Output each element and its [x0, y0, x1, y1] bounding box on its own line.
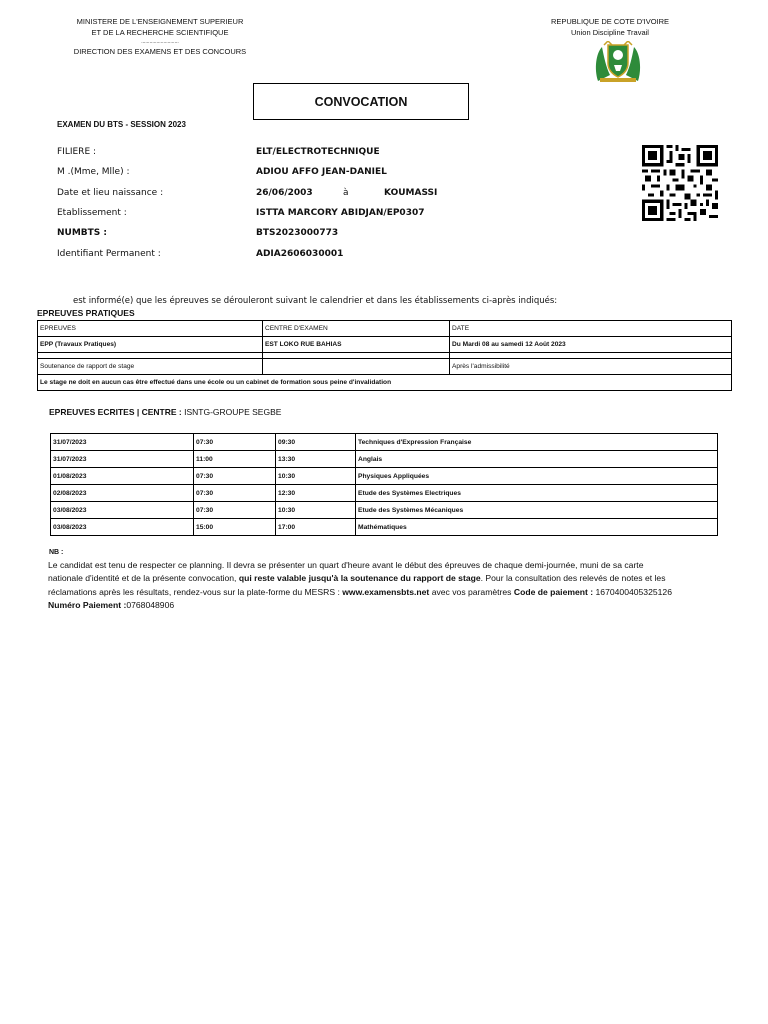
exam-date: 02/08/2023: [51, 485, 194, 502]
birth-place: KOUMASSI: [384, 188, 438, 198]
payment-code-value: 1670400405325126: [593, 586, 672, 597]
start-time: 11:00: [194, 451, 276, 468]
subject: Mathématiques: [356, 519, 718, 536]
permanent-id-label: Identifiant Permanent :: [57, 249, 161, 259]
payment-code-label: Code de paiement :: [513, 586, 594, 597]
epp-name: EPP (Travaux Pratiques): [38, 337, 263, 353]
written-label: EPREUVES ECRITES | CENTRE :: [49, 407, 182, 417]
table-header-row: [38, 321, 732, 337]
payment-number-value: 0768048906: [126, 599, 175, 610]
nb-validity: qui reste valable jusqu'à la soutenance du rapport de stage: [238, 573, 481, 584]
warning-row: [38, 375, 732, 391]
exam-date: 01/08/2023: [51, 468, 194, 485]
nb-text-part-1: Le candidat est tenu de respecter ce planning. Il devra se présenter un quart d'heure avant le début des épreuves de chaque demi-journée, muni de sa carte nationale d'identité et de la présente convocation,: [48, 560, 644, 584]
nb-text: [48, 559, 673, 612]
written-section-title: [49, 407, 281, 417]
exam-date: 03/08/2023: [51, 502, 194, 519]
name-value: ADIOU AFFO JEAN-DANIEL: [256, 167, 387, 177]
country-motto: Union Discipline Travail: [571, 28, 649, 37]
end-time: 10:30: [276, 468, 356, 485]
school-label: Etablissement :: [57, 208, 127, 218]
stage-warning: Le stage ne doit en aucun cas être effectué dans une école ou un cabinet de formation sous peine d'invalidation: [38, 375, 732, 391]
soutenance-centre: [263, 359, 450, 375]
start-time: 15:00: [194, 519, 276, 536]
table-row: [51, 434, 718, 451]
soutenance-date: Après l'admissibilité: [450, 359, 732, 375]
end-time: 10:30: [276, 502, 356, 519]
end-time: 09:30: [276, 434, 356, 451]
exam-session: EXAMEN DU BTS - SESSION 2023: [57, 120, 186, 129]
ministry-line-2: ET DE LA RECHERCHE SCIENTIFIQUE: [91, 28, 229, 37]
header-separator: ...........................: [141, 39, 179, 45]
birth-date: 26/06/2003: [256, 188, 313, 198]
practical-table: [37, 320, 732, 391]
table-row: [51, 451, 718, 468]
table-row: [51, 468, 718, 485]
school-value: ISTTA MARCORY ABIDJAN/EP0307: [256, 208, 425, 218]
intro-text: est informé(e) que les épreuves se dérouleront suivant le calendrier et dans les établissements ci-après indiqués:: [73, 296, 558, 306]
written-schedule-table: [50, 433, 718, 536]
table-row: [38, 359, 732, 375]
subject: Anglais: [356, 451, 718, 468]
start-time: 07:30: [194, 434, 276, 451]
epp-centre: EST LOKO RUE BAHIAS: [263, 337, 450, 353]
practical-section-title: EPREUVES PRATIQUES: [37, 308, 135, 318]
start-time: 07:30: [194, 485, 276, 502]
start-time: 07:30: [194, 468, 276, 485]
table-row: [38, 337, 732, 353]
header-centre: CENTRE D'EXAMEN: [263, 321, 450, 337]
header-epreuves: EPREUVES: [38, 321, 263, 337]
name-label: M .(Mme, Mlle) :: [57, 167, 130, 177]
coat-of-arms-icon: [592, 41, 644, 83]
start-time: 07:30: [194, 502, 276, 519]
soutenance-name: Soutenance de rapport de stage: [38, 359, 263, 375]
ministry-line-1: MINISTERE DE L'ENSEIGNEMENT SUPERIEUR: [76, 17, 244, 26]
country-name: REPUBLIQUE DE COTE D'IVOIRE: [550, 17, 670, 26]
subject: Physiques Appliquées: [356, 468, 718, 485]
numbts-value: BTS2023000773: [256, 228, 339, 238]
filiere-value: ELT/ELECTROTECHNIQUE: [256, 147, 380, 157]
exam-date: 31/07/2023: [51, 451, 194, 468]
table-row: [51, 519, 718, 536]
direction-line: DIRECTION DES EXAMENS ET DES CONCOURS: [73, 47, 247, 56]
table-row: [51, 502, 718, 519]
document-title: CONVOCATION: [253, 83, 469, 120]
subject: Etude des Systèmes Mécaniques: [356, 502, 718, 519]
qr-code-icon: [641, 145, 719, 221]
header-date: DATE: [450, 321, 732, 337]
subject: Techniques d'Expression Française: [356, 434, 718, 451]
written-centre: ISNTG-GROUPE SEGBE: [184, 407, 282, 417]
nb-text-part-2: . Pour la consultation des relevés de notes et les réclamations après les résultats, rendez-vous sur la plate-forme du MESRS :: [48, 573, 666, 597]
republic-header: [530, 16, 690, 38]
end-time: 13:30: [276, 451, 356, 468]
end-time: 17:00: [276, 519, 356, 536]
ministry-header: [60, 16, 260, 57]
table-row: [51, 485, 718, 502]
exam-date: 31/07/2023: [51, 434, 194, 451]
birth-label: Date et lieu naissance :: [57, 188, 164, 198]
numbts-label: NUMBTS :: [57, 228, 108, 238]
nb-label: NB :: [49, 549, 64, 556]
birth-connector: à: [343, 188, 349, 198]
nb-website-link[interactable]: www.examensbts.net: [342, 586, 430, 597]
exam-date: 03/08/2023: [51, 519, 194, 536]
end-time: 12:30: [276, 485, 356, 502]
permanent-id-value: ADIA2606030001: [256, 249, 344, 259]
nb-text-part-3: avec vos paramètres: [429, 586, 514, 597]
epp-date: Du Mardi 08 au samedi 12 Août 2023: [450, 337, 732, 353]
filiere-label: FILIERE :: [57, 147, 97, 157]
payment-number-label: Numéro Paiement :: [48, 599, 127, 610]
subject: Etude des Systèmes Electriques: [356, 485, 718, 502]
